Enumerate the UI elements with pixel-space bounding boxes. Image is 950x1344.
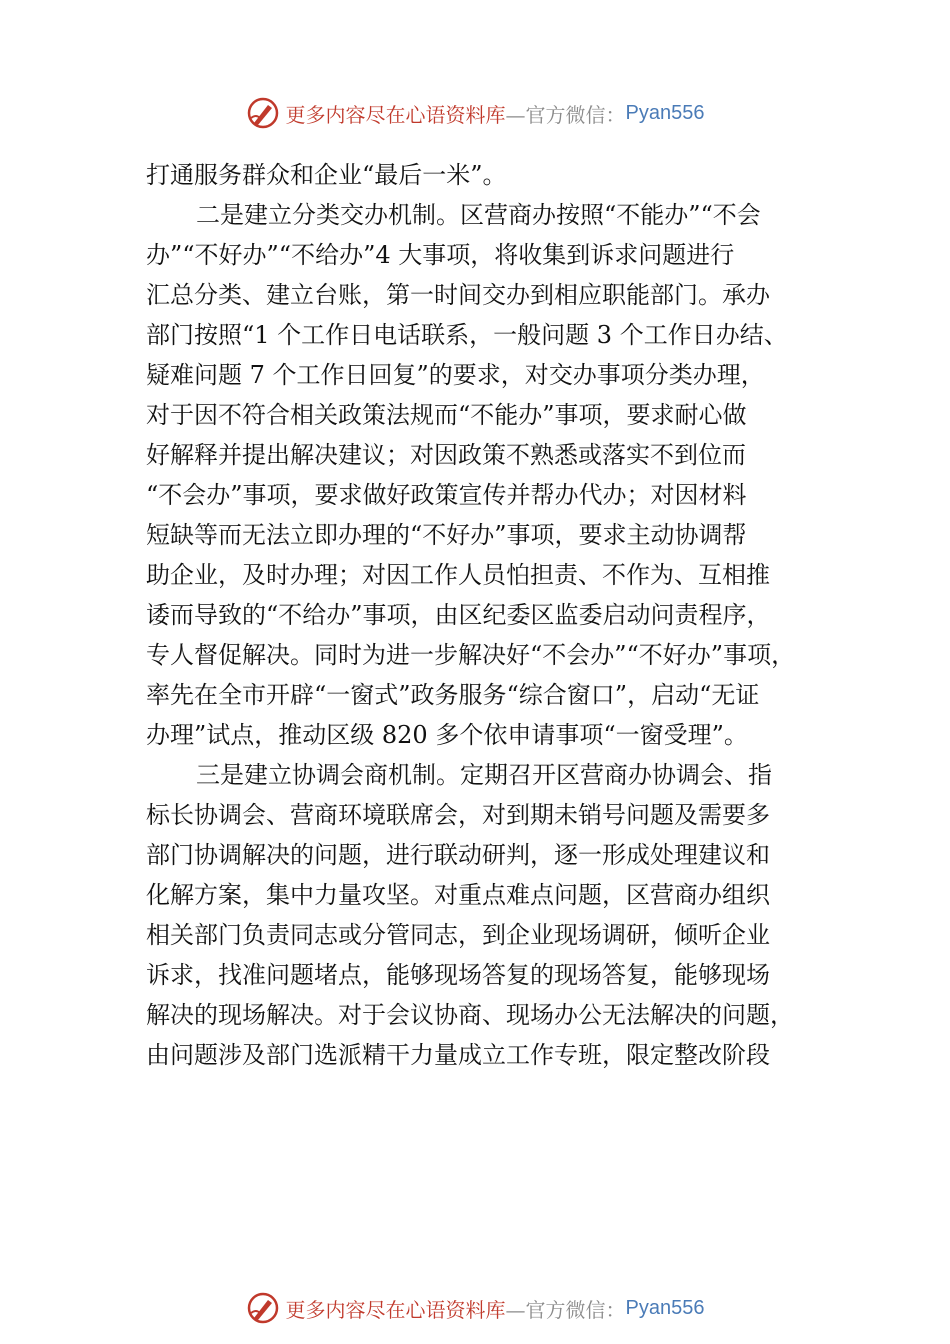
text-line: 办”“不好办”“不给办”4 大事项，将收集到诉求问题进行	[146, 241, 735, 269]
banner-title: 更多内容尽在心语资料库	[285, 102, 506, 127]
text-line: “不会办”事项，要求做好政策宣传并帮办代办；对因材料	[146, 481, 747, 509]
header-banner	[0, 93, 950, 133]
text-line: 由问题涉及部门选派精干力量成立工作专班，限定整改阶段	[146, 1041, 770, 1069]
text-line: 打通服务群众和企业“最后一米”。	[146, 161, 507, 189]
text-line: 相关部门负责同志或分管同志，到企业现场调研，倾听企业	[146, 921, 770, 949]
text-line: 短缺等而无法立即办理的“不好办”事项，要求主动协调帮	[146, 521, 747, 549]
text-line: 部门按照“1 个工作日电话联系，一般问题 3 个工作日办结、	[146, 321, 788, 349]
text-line: 专人督促解决。同时为进一步解决好“不会办”“不好办”事项，	[146, 641, 796, 669]
pen-logo-icon	[246, 96, 280, 130]
text-line: 二是建立分类交办机制。区营商办按照“不能办”“不会	[196, 201, 761, 229]
banner-wechat-label: —官方微信：	[505, 102, 626, 127]
text-line: 三是建立协调会商机制。定期召开区营商办协调会、指	[196, 761, 772, 789]
text-line: 诿而导致的“不给办”事项，由区纪委区监委启动问责程序，	[146, 601, 771, 629]
text-line: 助企业，及时办理；对因工作人员怕担责、不作为、互相推	[146, 561, 770, 589]
text-line: 率先在全市开辟“一窗式”政务服务“综合窗口”，启动“无证	[146, 681, 760, 709]
text-line: 汇总分类、建立台账，第一时间交办到相应职能部门。承办	[146, 281, 770, 309]
banner-wechat-id: Pyan556	[625, 101, 705, 124]
text-line: 好解释并提出解决建议；对因政策不熟悉或落实不到位而	[146, 441, 746, 469]
document-body	[146, 155, 836, 1075]
text-line: 诉求，找准问题堵点，能够现场答复的现场答复，能够现场	[146, 961, 770, 989]
footer-banner	[0, 1288, 950, 1328]
pen-logo-icon	[246, 1291, 280, 1325]
banner-wechat-id: Pyan556	[625, 1296, 705, 1319]
text-line: 部门协调解决的问题，进行联动研判，逐一形成处理建议和	[146, 841, 770, 869]
text-line: 疑难问题 7 个工作日回复”的要求，对交办事项分类办理，	[146, 361, 765, 389]
text-line: 标长协调会、营商环境联席会，对到期未销号问题及需要多	[146, 801, 770, 829]
banner-title: 更多内容尽在心语资料库	[285, 1297, 506, 1322]
text-line: 对于因不符合相关政策法规而“不能办”事项，要求耐心做	[146, 401, 747, 429]
banner-wechat-label: —官方微信：	[505, 1297, 626, 1322]
text-line: 解决的现场解决。对于会议协商、现场办公无法解决的问题，	[146, 1001, 794, 1029]
text-line: 办理”试点，推动区级 820 多个依申请事项“一窗受理”。	[146, 721, 748, 749]
text-line: 化解方案，集中力量攻坚。对重点难点问题，区营商办组织	[146, 881, 770, 909]
